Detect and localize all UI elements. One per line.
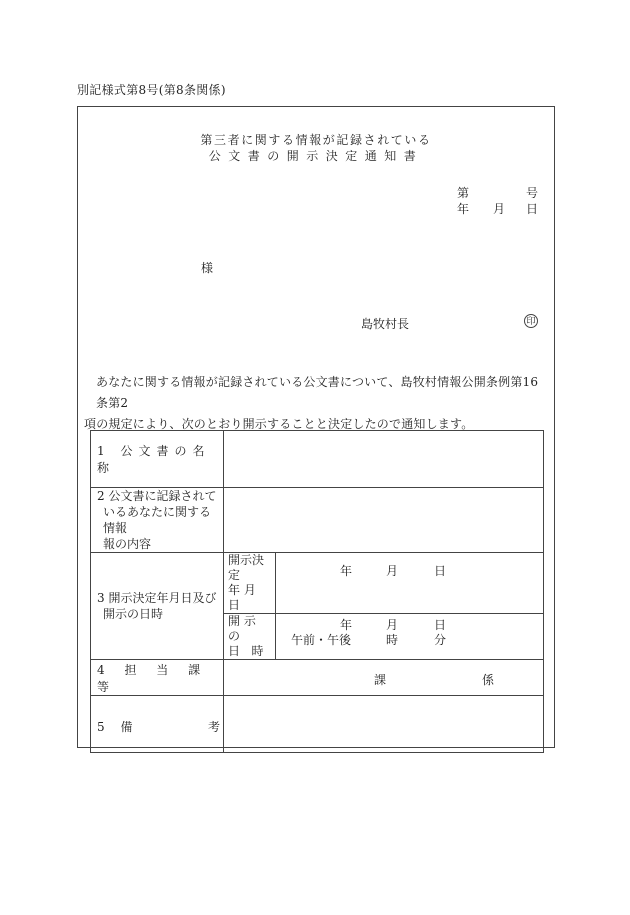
seal-mark: 印 bbox=[524, 314, 538, 328]
disclosure-details-table bbox=[90, 430, 544, 753]
label-decision-and-disclosure: 3 開示決定年月日及び 開示の日時 bbox=[91, 553, 224, 660]
notice-body-line2: 項の規定により、次のとおり開示することと決定したので通知します。 bbox=[84, 417, 474, 431]
disclosure-hour: 時 bbox=[386, 633, 399, 647]
decision-day: 日 bbox=[434, 564, 447, 578]
value-department bbox=[224, 660, 544, 696]
value-remarks bbox=[224, 696, 544, 753]
issue-date-month: 月 bbox=[493, 202, 506, 216]
disclosure-month: 月 bbox=[386, 618, 399, 632]
label-remarks: 5 備 考 bbox=[91, 696, 224, 753]
label-department: 4 担 当 課 等 bbox=[91, 660, 224, 696]
table-row-department bbox=[91, 660, 544, 696]
issue-date-year: 年 bbox=[457, 202, 470, 216]
value-disclosure-datetime bbox=[276, 614, 544, 660]
doc-number-suffix: 号 bbox=[526, 186, 539, 200]
value-recorded-info bbox=[224, 488, 544, 553]
notice-body bbox=[84, 372, 550, 435]
decision-year: 年 bbox=[340, 564, 353, 578]
disclosure-minute: 分 bbox=[434, 633, 447, 647]
disclosure-ampm: 午前・午後 bbox=[291, 633, 352, 647]
value-decision-date bbox=[276, 553, 544, 614]
document-title-line1: 第三者に関する情報が記録されている bbox=[200, 133, 432, 147]
table-row-remarks bbox=[91, 696, 544, 753]
sublabel-disclosure-datetime: 開 示 の 日 時 bbox=[224, 614, 276, 660]
document-frame bbox=[77, 106, 555, 748]
document-title-line2: 公文書の開示決定通知書 bbox=[208, 149, 424, 163]
department-unit: 係 bbox=[482, 673, 495, 687]
issue-date-day: 日 bbox=[526, 202, 539, 216]
table-row-recorded-info bbox=[91, 488, 544, 553]
doc-number-prefix: 第 bbox=[457, 186, 470, 200]
table-row-document-name bbox=[91, 431, 544, 488]
sublabel-decision-date: 開示決定 年 月 日 bbox=[224, 553, 276, 614]
issuer-name: 島牧村長 bbox=[361, 317, 410, 331]
disclosure-year: 年 bbox=[340, 618, 353, 632]
table-row-decision-date bbox=[91, 553, 544, 614]
label-document-name: 1 公文書の名称 bbox=[91, 431, 224, 488]
addressee-suffix: 様 bbox=[201, 261, 214, 275]
decision-month: 月 bbox=[386, 564, 399, 578]
value-document-name bbox=[224, 431, 544, 488]
form-identifier: 別記様式第8号(第8条関係) bbox=[77, 83, 226, 97]
label-recorded-info: 2 公文書に記録されて いるあなたに関する情報 報の内容 bbox=[91, 488, 224, 553]
notice-body-line1: あなたに関する情報が記録されている公文書について、島牧村情報公開条例第16条第2 bbox=[96, 375, 539, 410]
department-section: 課 bbox=[374, 673, 387, 687]
disclosure-day: 日 bbox=[434, 618, 447, 632]
